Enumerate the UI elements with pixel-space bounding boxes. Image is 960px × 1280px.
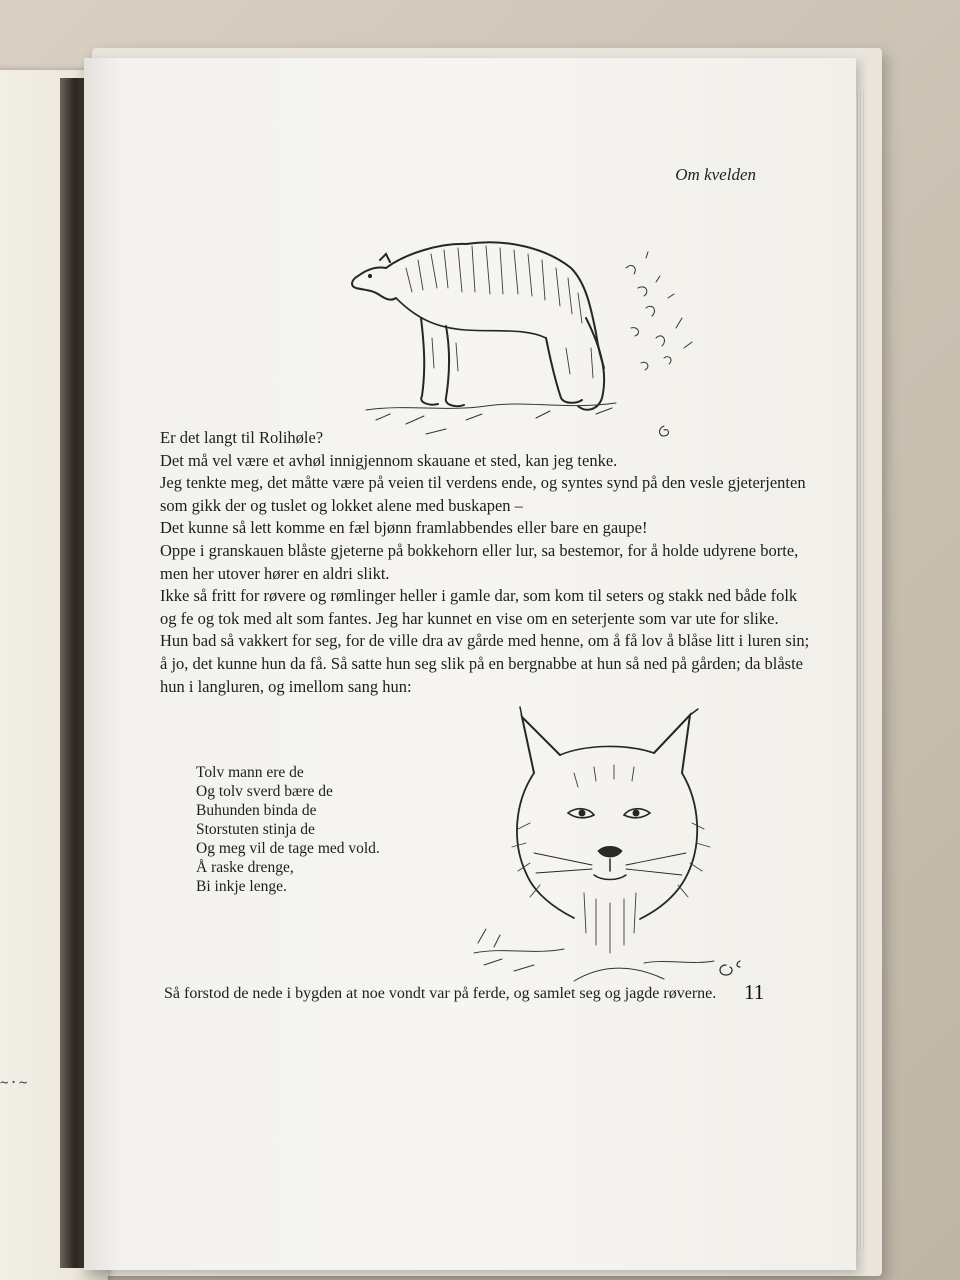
bear-sketch-icon xyxy=(346,198,696,458)
running-head: Om kvelden xyxy=(675,165,756,184)
verse-line: Buhunden binda de xyxy=(196,802,317,819)
right-page xyxy=(84,58,856,1270)
verse-line: Å raske drenge, xyxy=(196,859,294,876)
verse-line: Storstuten stinja de xyxy=(196,821,315,838)
body-text xyxy=(160,427,810,698)
lynx-sketch-icon xyxy=(464,703,764,1013)
paragraph: Jeg tenkte meg, det måtte være på veien til verdens ende, og syntes synd på den vesle gjeterjenten som gikk der og tuslet og lokket alene med buskapen – xyxy=(160,473,806,515)
paragraph: Det må vel være et avhøl innigjennom skauane et sted, kan jeg tenke. xyxy=(160,450,618,470)
page-number: 11 xyxy=(744,980,765,1004)
paragraph: Er det langt til Rolihøle? xyxy=(160,428,324,447)
paragraph: Ikke så fritt for røvere og rømlinger heller i gamle dar, som kom til seters og stakk ned både folk og fe og tok med alt som fantes. Jeg har kunnet en vise om en seterjente som var ute for slike. Hun bad så vakkert for seg, for de ville dra av gårde med henne, om å få lov å blåse litt i luren sin; å jo, det kunne hun da få. Så satte hun seg slik på en bergnabbe at hun så ned på gården; da blåste hun i langluren, og imellom sang hun: xyxy=(160,586,810,696)
verse-line: Og tolv sverd bære de xyxy=(196,783,333,800)
verse-line: Bi inkje lenge. xyxy=(196,878,287,895)
verse-line: Og meg vil de tage med vold. xyxy=(196,840,380,857)
verse-line: Tolv mann ere de xyxy=(196,764,304,781)
left-page-margin-mark: ~·~ xyxy=(0,1075,29,1091)
verse xyxy=(196,763,380,896)
closing-paragraph: Så forstod de nede i bygden at noe vondt var på ferde, og samlet seg og jagde røverne. xyxy=(164,985,717,1002)
paragraph: Oppe i granskauen blåste gjeterne på bokkehorn eller lur, sa bestemor, for å holde udyrene borte, men her utover hører en aldri slikt. xyxy=(160,540,799,583)
paragraph: Det kunne så lett komme en fæl bjønn framlabbendes eller bare en gaupe! xyxy=(160,518,648,538)
